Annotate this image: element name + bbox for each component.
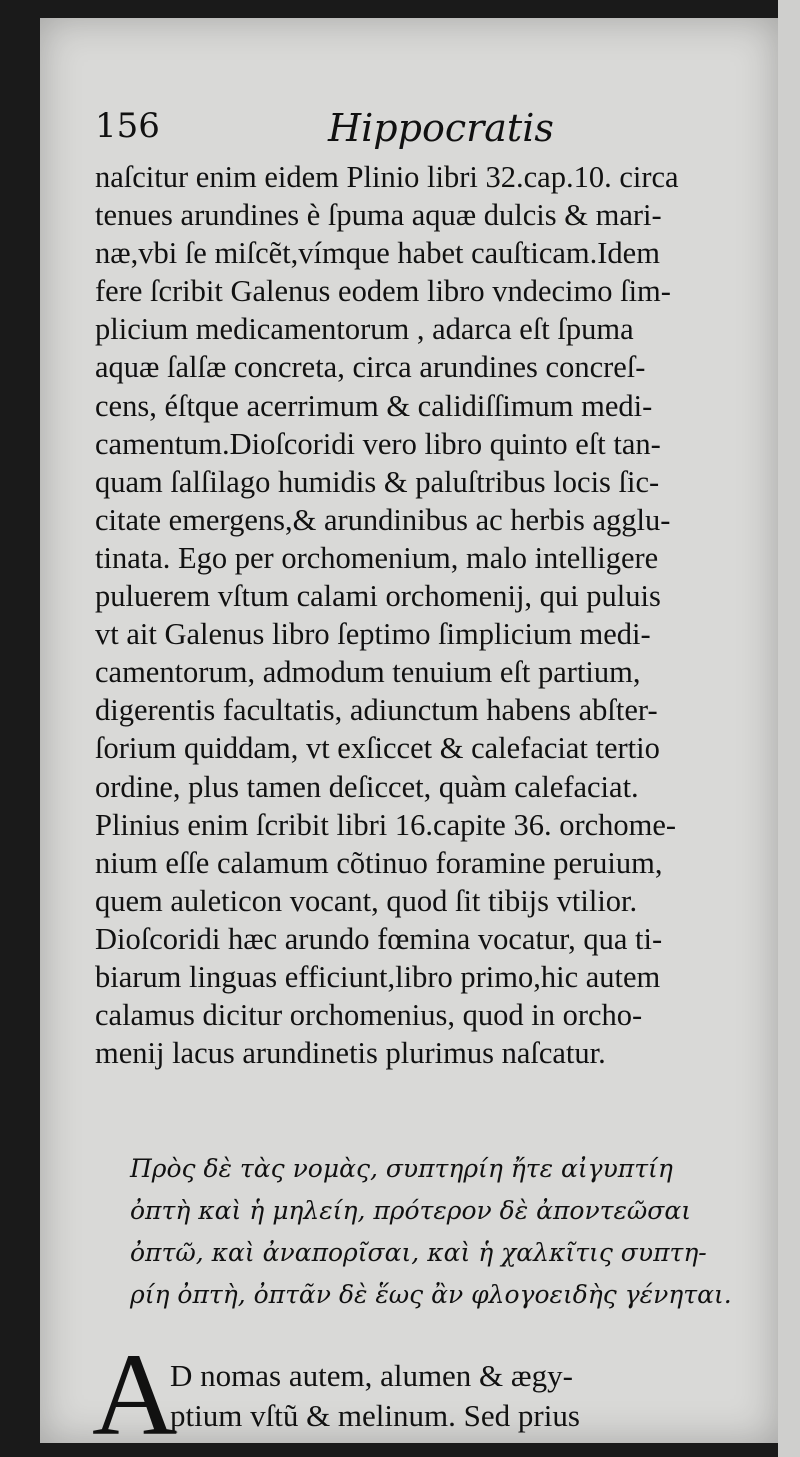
running-title: Hippocratis: [328, 106, 554, 150]
text-line: camentum.Dioſcoridi vero libro quinto eſt tan-: [95, 426, 661, 461]
greek-quotation: [130, 1148, 770, 1316]
text-line: ordine, plus tamen deſiccet, quàm calefaciat.: [95, 769, 639, 804]
text-line: quem auleticon vocant, quod ſit tibijs vtilior.: [95, 883, 638, 918]
text-line: cens, éſtque acerrimum & calidiſſimum medi-: [95, 388, 653, 423]
text-line: ſorium quiddam, vt exſiccet & calefaciat tertio: [95, 731, 660, 766]
text-line: citate emergens,& arundinibus ac herbis agglu-: [95, 502, 671, 537]
text-line: biarum linguas efficiunt,libro primo,hic autem: [95, 959, 661, 994]
section-opening: [170, 1356, 770, 1436]
text-line: vt ait Galenus libro ſeptimo ſimplicium medi-: [95, 617, 651, 652]
greek-line: Πρὸς δὲ τὰς νομὰς, συπτηρίη ἤτε αἰγυπτίη: [130, 1154, 673, 1183]
page-number: 156: [95, 106, 160, 146]
text-line: fere ſcribit Galenus eodem libro vndecimo ſim-: [95, 274, 671, 309]
text-line: puluerem vſtum calami orchomenij, qui puluis: [95, 579, 661, 614]
text-line: calamus dicitur orchomenius, quod in orcho-: [95, 998, 643, 1033]
body-paragraph: [95, 158, 775, 1072]
drop-cap: A: [92, 1329, 178, 1443]
text-line: aquæ ſalſæ concreta, circa arundines concreſ-: [95, 350, 646, 385]
page-header: [95, 106, 595, 152]
greek-line: ὀπτῶ, καὶ ἀναπορῖσαι, καὶ ἡ χαλκῖτις συπτη-: [130, 1238, 707, 1267]
text-line: næ,vbi ſe miſcẽt,vímque habet cauſticam.Idem: [95, 236, 660, 271]
text-line: Dioſcoridi hæc arundo fœmina vocatur, qua ti-: [95, 921, 663, 956]
text-line: plicium medicamentorum , adarca eſt ſpuma: [95, 312, 634, 347]
text-line: tinata. Ego per orchomenium, malo intelligere: [95, 540, 659, 575]
text-line: nium eſſe calamum cõtinuo foramine peruium,: [95, 845, 663, 880]
text-line: D nomas autem, alumen & ægy-: [170, 1358, 573, 1393]
text-line: camentorum, admodum tenuium eſt partium,: [95, 655, 641, 690]
text-line: Plinius enim ſcribit libri 16.capite 36. orchome-: [95, 807, 677, 842]
book-page: [40, 18, 778, 1443]
text-line: tenues arundines è ſpuma aquæ dulcis & mari-: [95, 198, 662, 233]
text-line: naſcitur enim eidem Plinio libri 32.cap.10. circa: [95, 160, 679, 194]
page-edge: [778, 0, 800, 1457]
text-line: menij lacus arundinetis plurimus naſcatur.: [95, 1036, 606, 1071]
greek-line: ὀπτὴ καὶ ἡ μηλείη, πρότερον δὲ ἀποντεῶσαι: [130, 1196, 692, 1225]
greek-line: ρίη ὀπτὴ, ὀπτᾶν δὲ ἕως ἂν φλογοειδὴς γένηται.: [130, 1280, 732, 1309]
text-line: ptium vſtũ & melinum. Sed prius: [170, 1398, 580, 1433]
text-line: quam ſalſilago humidis & paluſtribus locis ſic-: [95, 464, 660, 499]
text-line: digerentis facultatis, adiunctum habens abſter-: [95, 693, 658, 728]
